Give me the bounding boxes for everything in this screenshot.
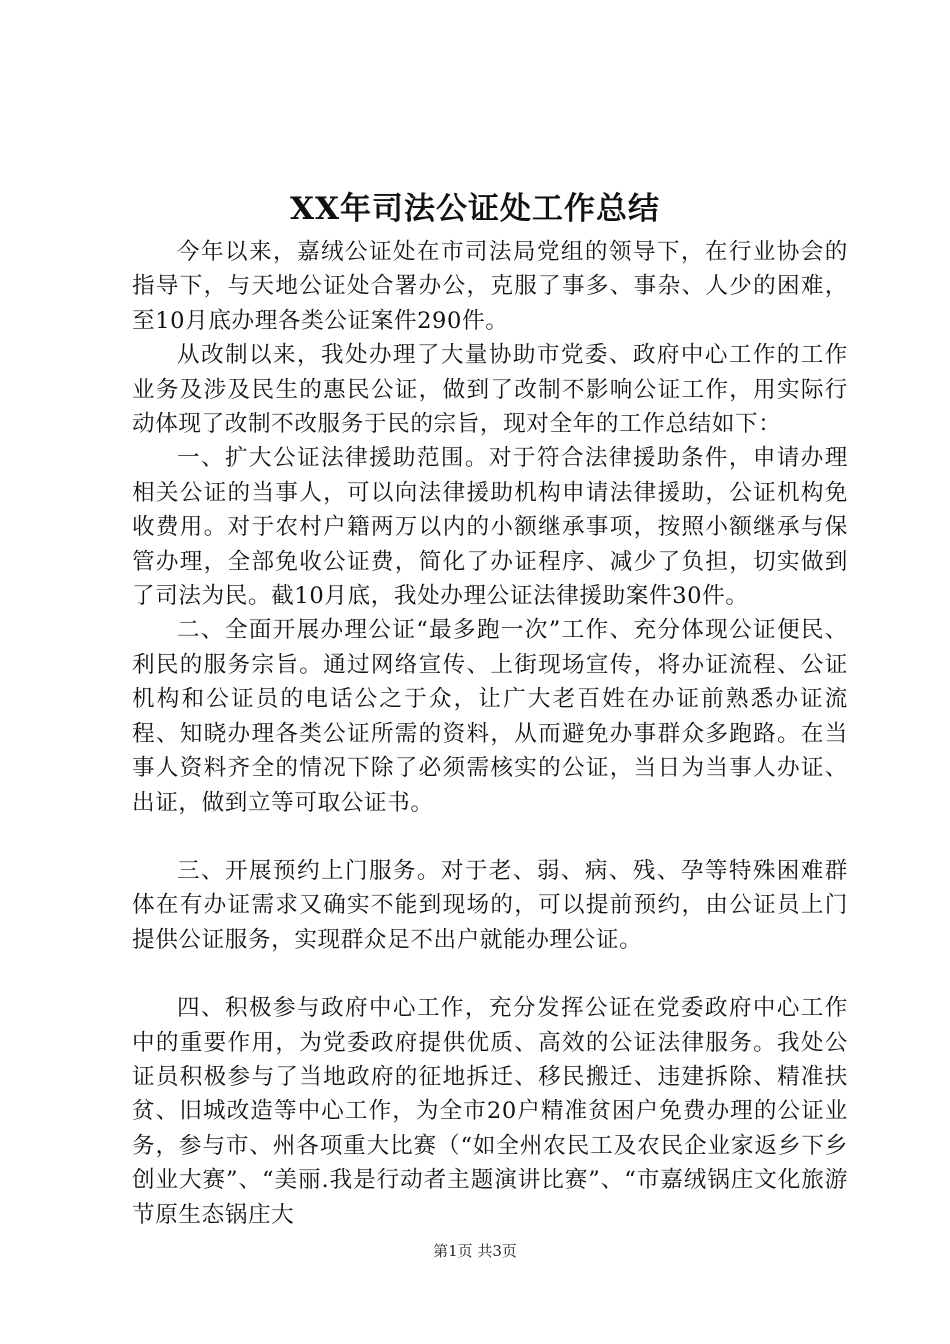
paragraph-section-1: 一、扩大公证法律援助范围。对于符合法律援助条件，申请办理相关公证的当事人，可以向法律援助机构申请法律援助，公证机构免收费用。对于农村户籍两万以内的小额继承事项，按照小额继承与保管办理，全部免收公证费，简化了办证程序、减少了负担，切实做到了司法为民。截10月底，我处办理公证法律援助案件30件。 [132, 445, 848, 610]
paragraph-section-2: 二、全面开展办理公证“最多跑一次”工作、充分体现公证便民、利民的服务宗旨。通过网络宣传、上街现场宣传，将办证流程、公证机构和公证员的电话公之于众，让广大老百姓在办证前熟悉办证流程、知晓办理各类公证所需的资料，从而避免办事群众多跑路。在当事人资料齐全的情况下除了必须需核实的公证，当日为当事人办证、出证，做到立等可取公证书。 [132, 617, 848, 816]
paragraph-spacer [132, 820, 848, 854]
paragraph-section-3: 三、开展预约上门服务。对于老、弱、病、残、孕等特殊困难群体在有办证需求又确实不能到现场的，可以提前预约，由公证员上门提供公证服务，实现群众足不出户就能办理公证。 [132, 857, 848, 953]
paragraph-spacer [132, 957, 848, 991]
document-title: XX年司法公证处工作总结 [289, 191, 661, 227]
paragraph-intro: 今年以来，嘉绒公证处在市司法局党组的领导下，在行业协会的指导下，与天地公证处合署办公，克服了事多、事杂、人少的困难，至10月底办理各类公证案件290件。 [132, 239, 848, 334]
page-footer: 第1页 共3页 [433, 1242, 517, 1260]
document-body [132, 235, 848, 1232]
paragraph-overview: 从改制以来，我处办理了大量协助市党委、政府中心工作的工作业务及涉及民生的惠民公证，做到了改制不影响公证工作，用实际行动体现了改制不改服务于民的宗旨，现对全年的工作总结如下： [132, 342, 848, 438]
paragraph-section-4: 四、积极参与政府中心工作，充分发挥公证在党委政府中心工作中的重要作用，为党委政府提供优质、高效的公证法律服务。我处公证员积极参与了当地政府的征地拆迁、移民搬迁、违建拆除、精准扶贫、旧城改造等中心工作，为全市20户精准贫困户免费办理的公证业务，参与市、州各项重大比赛（“如全州农民工及农民企业家返乡下乡创业大赛”、“美丽.我是行动者主题演讲比赛”、“市嘉绒锅庄文化旅游节原生态锅庄大 [132, 995, 848, 1228]
